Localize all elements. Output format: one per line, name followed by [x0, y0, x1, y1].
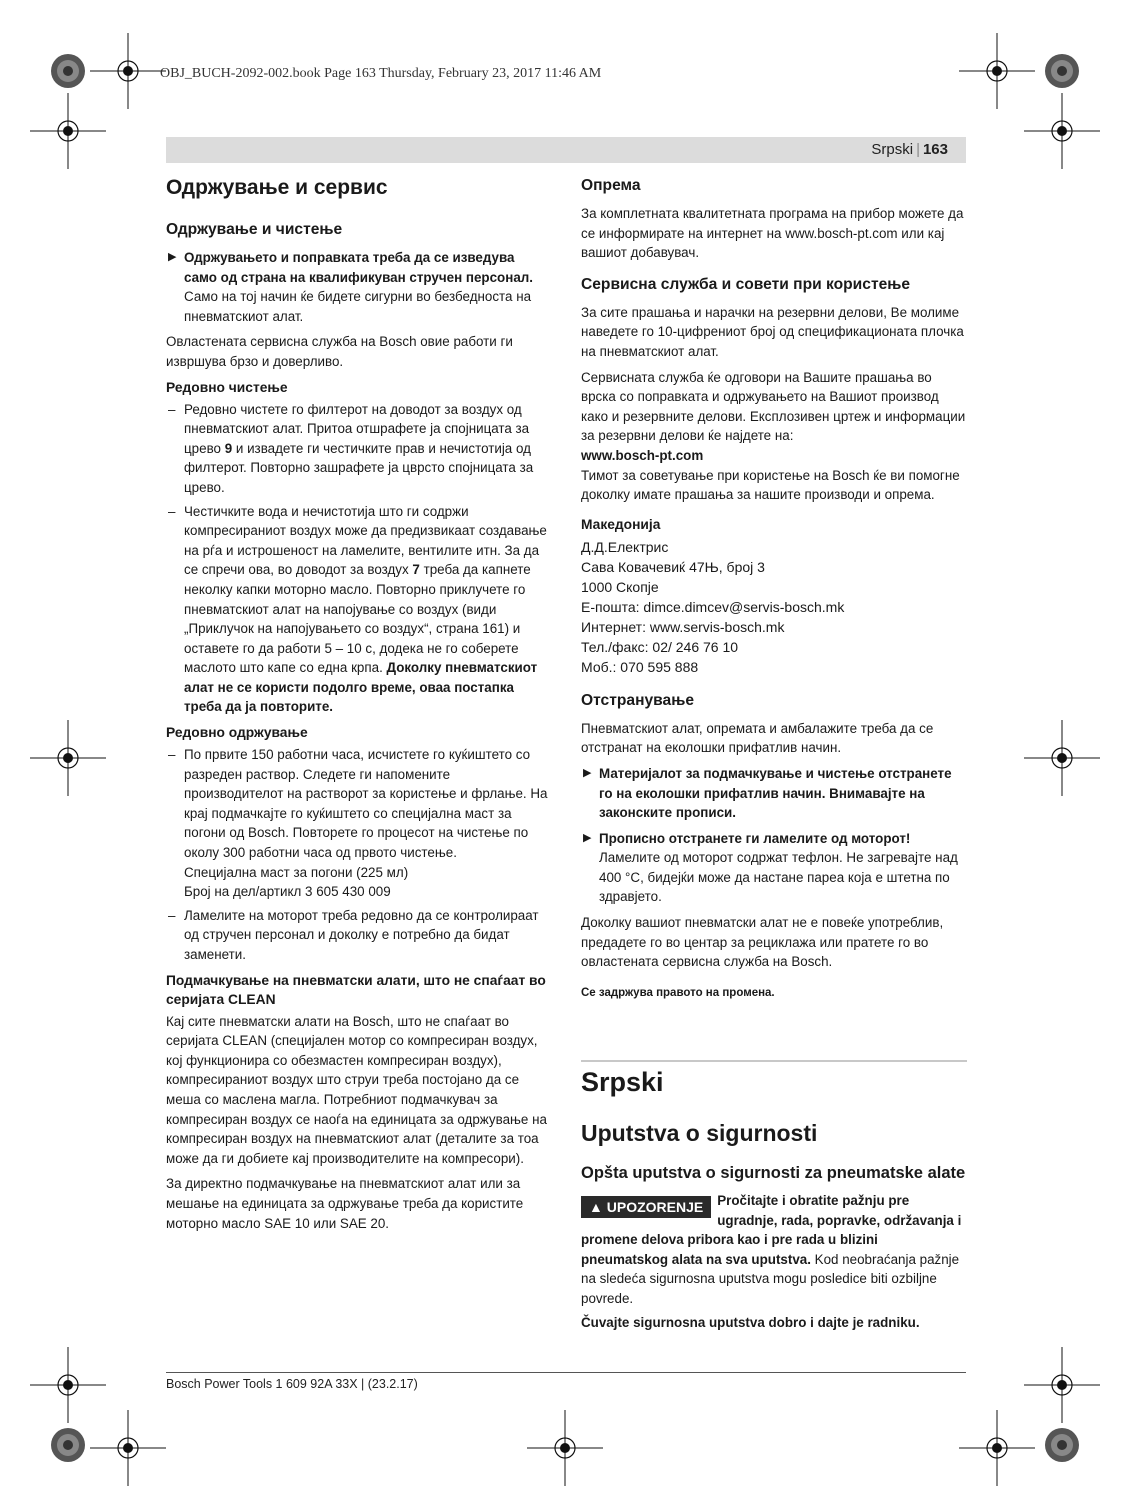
color-wheel-mark: [1045, 1428, 1079, 1462]
page-header-bar: [166, 137, 966, 163]
paragraph: За сите прашања и нарачки на резервни делови, Ве молиме наведете го 10-цифрениот број од спецификационата плочка на пневматскиот алат.: [581, 304, 964, 359]
subheading: Подмачкување на пневматски алати, што не спаѓаат во серијата CLEAN: [166, 972, 546, 1007]
crosshair-mark: [90, 1410, 166, 1486]
warning-bold-text: Pročitajte i obratite pažnju pre ugradnje, rada, popravke, održavanja i promene delova pribora kao i pre rada u blizini pneumatskog alata na sva uputstva.: [581, 1193, 962, 1267]
warning-badge-label: UPOZORENJE: [606, 1199, 704, 1215]
section-title: Одржување и сервис: [166, 176, 388, 199]
section-divider: [581, 1060, 967, 1062]
list-text: По првите 150 работни часа, исчистете го куќиштето со разреден раствор. Следете ги напомените производителот на растворот за користење и фрлање. На крај подмачкајте го куќиштето со специјална маст за погони од Bosch. Повторете го процесот на чистење по околу 300 работни часа од првото чистење.: [184, 747, 548, 861]
crosshair-mark: [30, 720, 106, 796]
section-heading: Одржување и чистење: [166, 221, 343, 238]
arrow-bullet-icon: ▶: [583, 766, 592, 779]
dash-list-item: – Честичките вода и нечистотија што ги содржи компресираниот воздух може да предизвикаат создавање на рѓа и истрошеност на ламелите, вентилите итн. За да се спречи ова, во доводот за воздух 7 треба да капнете неколку капки моторно масло. Повторно приклучете го пневматскиот алат на напојување со воздух (види „Приклучок на напојувањето со воздух“, страна 161) и оставете го да работи 5 – 10 с, додека не го соберете маслото што капе со една крпа. Доколку пневматскиот алат не се користи подолго време, оваа постапка треба да ја повторите.: [168, 503, 547, 715]
paragraph: Кај сите пневматски алати на Bosch, што не спаѓаат во серијата CLEAN (специјален мотор со компресиран воздух, кој функционира со обезмастен компресиран воздух), компресираниот воздух што струи треба постојано да се меша со маслена магла. Потребниот подмачкувач за компресиран воздух се наоѓа на единицата за одржување на компресиран воздух на пневматскиот алат (деталите за тоа може да ги добиете кај производителите на компресори).: [166, 1013, 547, 1166]
footer-divider: [166, 1372, 966, 1373]
crosshair-mark: [1024, 720, 1100, 796]
crosshair-mark: [30, 1347, 106, 1423]
subheading: Редовно одржување: [166, 725, 308, 741]
contact-line: Сава Ковачевиќ 47Њ, број 3: [581, 558, 765, 575]
warning-triangle-icon: ▲: [589, 1199, 603, 1215]
paragraph: За комплетната квалитетната програма на прибор можете да се информирате на интернет на www.bosch-pt.com или кај вашиот добавувач.: [581, 206, 964, 261]
reference-number: 9: [224, 440, 233, 456]
bullet-text: Ламелите од моторот содржат тефлон. Не загревајте над 400 °C, бидејќи може да настане пареа која е штетна по здравјето.: [599, 850, 958, 905]
bullet-item: [166, 248, 550, 326]
warning-badge: [581, 1196, 711, 1218]
contact-line: Тел./факс: 02/ 246 76 10: [581, 638, 739, 655]
keep-instructions: Čuvajte sigurnosna uputstva dobro i dajte je radniku.: [581, 1314, 920, 1330]
contact-line: Моб.: 070 595 888: [581, 658, 699, 675]
section-heading: Опрема: [581, 177, 641, 194]
safety-title: Uputstva o sigurnosti: [581, 1120, 818, 1146]
subheading: Редовно чистење: [166, 379, 288, 395]
warning-paragraph: [581, 1191, 967, 1309]
paragraph: Овластената сервисна служба на Bosch овие работи ги извршува брзо и доверливо.: [166, 334, 513, 369]
contact-line: 1000 Скопје: [581, 578, 659, 595]
color-wheel-mark: [1045, 54, 1079, 88]
paragraph: Сервисната служба ќе одговори на Вашите прашања во врска со поправката и одржувањето на Вашиот производ како и резервните делови. Експлозивен цртеж и информации за резервни делови ќе најдете на:: [581, 369, 966, 444]
contact-line: Д.Д.Електрис: [581, 538, 669, 555]
list-text: Честичките вода и нечистотија што ги содржи компресираниот воздух може да предизвикаат создавање на рѓа и истрошеност на ламелите, вентилите итн. За да се спречи ова, во доводот за воздух: [184, 503, 547, 578]
crosshair-mark: [90, 33, 166, 109]
list-text: треба да капнете неколку капки моторно масло. Повторно приклучете го пневматскиот алат на напојување со воздух (види „Приклучок на напојувањето со воздух“, страна 161) и оставете го да работи 5 – 10 с, додека не го соберете маслото што капе со една крпа.: [184, 562, 531, 676]
page-number: 163: [922, 141, 948, 158]
language-label: Srpski: [871, 141, 914, 158]
contact-line: Интернет: www.servis-bosch.mk: [581, 618, 785, 635]
dash-list-item: – Редовно чистете го филтерот на доводот за воздух од пневматскиот алат. Притоа отшрафете ја спојницата за црево 9 и извадете ги честичките прав и нечистотија од филтерот. Повторно зашрафете ја цврсто спојницата за црево.: [168, 401, 534, 495]
crosshair-mark: [1024, 93, 1100, 169]
crosshair-mark: [959, 33, 1035, 109]
dash-list-item: – Ламелите на моторот треба редовно да се контролираат од стручен персонал и доколку е потребно да бидат заменети.: [168, 907, 539, 962]
bullet-item: [581, 829, 967, 907]
service-link[interactable]: www.bosch-pt.com: [581, 447, 704, 463]
contact-block: [581, 537, 967, 677]
safety-block: [581, 1163, 967, 1332]
arrow-bullet-icon: ▶: [168, 251, 177, 263]
right-column: [581, 176, 967, 1003]
crosshair-mark: [1024, 1347, 1100, 1423]
paragraph: За директно подмачкување на пневматскиот алат или за мешање на единицата за одржување треба да користите моторно масло SAE 10 или SAE 20.: [166, 1176, 524, 1231]
bullet-bold-text: Прописно отстранете ги ламелите од моторот!: [599, 830, 911, 846]
bullet-bold-text: Материјалот за подмачкување и чистење отстранете го на еколошки прифатлив начин. Внимавајте на законските прописи.: [599, 765, 952, 821]
list-text: и извадете ги честичките прав и нечистотија од филтерот. Повторно зашрафете ја цврсто спојницата за црево.: [184, 440, 534, 495]
list-bold-text: Доколку пневматскиот алат не се користи подолго време, оваа постапка треба да ја повторите.: [184, 660, 538, 715]
arrow-bullet-icon: ▶: [583, 831, 592, 844]
section-heading: Сервисна служба и совети при користење: [581, 275, 911, 293]
paragraph: Доколку вашиот пневматски алат не е повеќе употреблив, предадете го во центар за рециклажа или пратете го во овластената сервисна служба на Bosch.: [581, 915, 944, 970]
crosshair-mark: [527, 1410, 603, 1486]
color-wheel-mark: [51, 1428, 85, 1462]
section-heading: Opšta uputstva o sigurnosti za pneumatske alate: [581, 1164, 966, 1182]
dash-list-item: – По првите 150 работни часа, исчистете го куќиштето со разреден раствор. Следете ги напомените производителот на растворот за користење и фрлање. На крај подмачкајте го куќиштето со специјална маст за погони од Bosch. Повторете го процесот на чистење по околу 300 работни часа од првото чистење. Специјална маст за погони (225 мл) Број на дел/артикл 3 605 430 009: [168, 747, 548, 900]
language-section-title: Srpski: [581, 1067, 664, 1097]
bullet-bold-text: Одржувањето и поправката треба да се изведува само од страна на квалификуван стручен персонал.: [184, 250, 533, 285]
list-text: Редовно чистете го филтерот на доводот за воздух од пневматскиот алат. Притоа отшрафете ја спојницата за црево: [184, 401, 530, 456]
contact-line: Е-пошта: dimce.dimcev@servis-bosch.mk: [581, 598, 845, 615]
bullet-item: [581, 764, 967, 823]
print-header: OBJ_BUCH-2092-002.book Page 163 Thursday, February 23, 2017 11:46 AM: [160, 66, 602, 81]
section-heading: Отстранување: [581, 691, 695, 709]
list-text: Број на дел/артикл 3 605 430 009: [184, 884, 391, 900]
reserve-note: Се задржува правото на промена.: [581, 986, 775, 999]
reference-number: 7: [412, 562, 420, 578]
color-wheel-mark: [51, 54, 85, 88]
list-text: Специјална маст за погони (225 мл): [184, 864, 409, 880]
paragraph: Тимот за советување при користење на Bosch ќе ви помогне доколку имате прашања за нашите производи и опрема.: [581, 467, 960, 503]
crosshair-mark: [959, 1410, 1035, 1486]
warning-text: Kod neobraćanja pažnje na sledeća sigurnosna uputstva mogu posledice biti ozbiljne povrede.: [581, 1251, 960, 1306]
left-column: [166, 176, 550, 1239]
bullet-text: Само на тој начин ќе бидете сигурни во безбедноста на пневматскиот алат.: [184, 289, 532, 324]
list-text: Ламелите на моторот треба редовно да се контролираат од стручен персонал и доколку е потребно да бидат заменети.: [184, 907, 539, 962]
page-footer: Bosch Power Tools 1 609 92A 33X | (23.2.17): [166, 1377, 418, 1391]
page-header-label: Srpski | 163: [871, 141, 948, 158]
subheading: Македонија: [581, 516, 661, 532]
crosshair-mark: [30, 93, 106, 169]
paragraph: Пневматскиот алат, опремата и амбалажите треба да се отстранат на еколошки прифатлив начин.: [581, 720, 934, 756]
